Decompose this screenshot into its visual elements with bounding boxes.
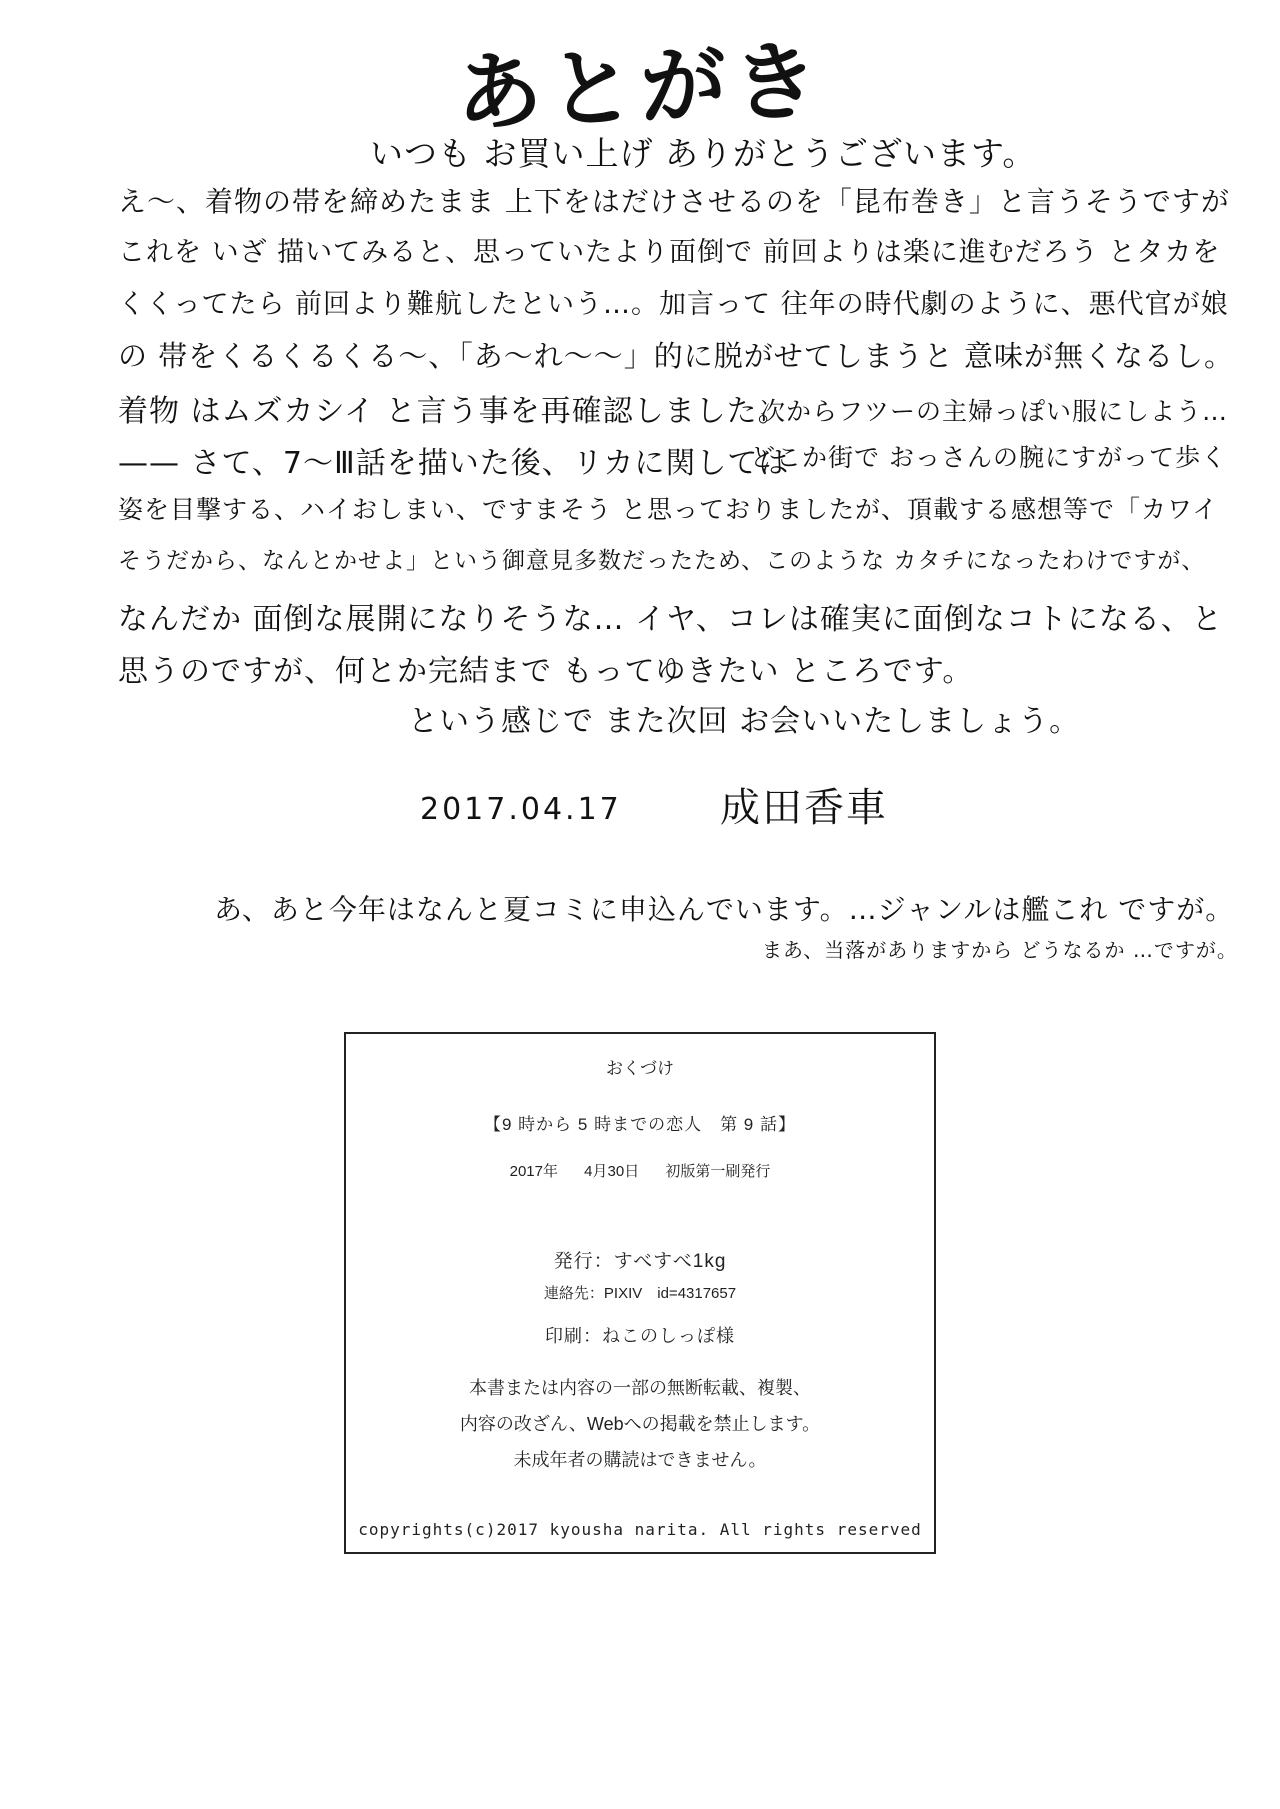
colophon-printer: 印刷：ねこのしっぽ様	[545, 1326, 735, 1346]
afterword-line-10: なんだか 面倒な展開になりそうな… イヤ、コレは確実に面倒なコトになる、と	[118, 602, 1223, 637]
colophon-copyright: copyrights(c)2017 kyousha narita. All rights reserved	[358, 1520, 922, 1539]
afterword-author: 成田香車	[720, 785, 888, 831]
colophon-notice-1: 本書または内容の一部の無断転載、複製、	[469, 1378, 811, 1398]
afterword-line-7b: どこか街で おっさんの腕にすがって歩く	[750, 443, 1227, 472]
colophon-box	[344, 1032, 936, 1554]
afterword-line-3: これを いざ 描いてみると、思っていたより面倒で 前回よりは楽に進むだろう とタカを	[118, 237, 1221, 268]
colophon-publisher: 発行：すべすべ1kg	[553, 1251, 727, 1272]
colophon-heading: おくづけ	[606, 1059, 674, 1078]
colophon-notice-2: 内容の改ざん、Webへの掲載を禁止します。	[459, 1414, 821, 1434]
colophon-publication-date: 2017年 4月30日 初版第一刷発行	[509, 1163, 771, 1180]
afterword-ps-2: まあ、当落がありますから どうなるか …ですが。	[762, 938, 1238, 962]
afterword-title: あとがき	[454, 31, 826, 145]
afterword-line-9: そうだから、なんとかせよ」という御意見多数だったため、このような カタチになったわけですが、	[118, 548, 1206, 574]
afterword-line-6-aside: 次からフツーの主婦っぽい服にしよう…	[760, 397, 1229, 426]
colophon-notice-3: 未成年者の購読はできません。	[513, 1450, 767, 1470]
afterword-line-2: え〜、着物の帯を締めたまま 上下をはだけさせるのを「昆布巻き」と言うそうですが	[118, 185, 1230, 218]
afterword-line-12: という感じで また次回 お会いいたしましょう。	[408, 704, 1081, 739]
afterword-line-11: 思うのですが、何とか完結まで もってゆきたい ところです。	[118, 654, 974, 689]
afterword-line-1: いつも お買い上げ ありがとうございます。	[370, 134, 1037, 173]
afterword-line-5: の 帯をくるくるくる〜、「あ〜れ〜〜」的に脱がせてしまうと 意味が無くなるし。	[118, 339, 1234, 373]
afterword-ps-1: あ、あと今年はなんと夏コミに申込んでいます。…ジャンルは艦これ ですが。	[214, 893, 1235, 926]
colophon-contact: 連絡先：PIXIV id=4317657	[543, 1285, 737, 1302]
afterword-date: 2017.04.17	[420, 792, 622, 827]
afterword-line-4: くくってたら 前回より難航したという…。加言って 往年の時代劇のように、悪代官が娘	[118, 289, 1229, 320]
afterword-line-6: 着物 はムズカシイ と言う事を再確認しました。	[118, 394, 789, 429]
afterword-line-7: —— さて、7〜Ⅲ話を描いた後、リカに関しては	[118, 446, 790, 481]
afterword-line-8: 姿を目撃する、ハイおしまい、ですまそう と思っておりましたが、頂載する感想等で「カワイ	[118, 495, 1219, 524]
colophon-work-title: 【9 時から 5 時までの恋人 第 9 話】	[484, 1115, 796, 1134]
